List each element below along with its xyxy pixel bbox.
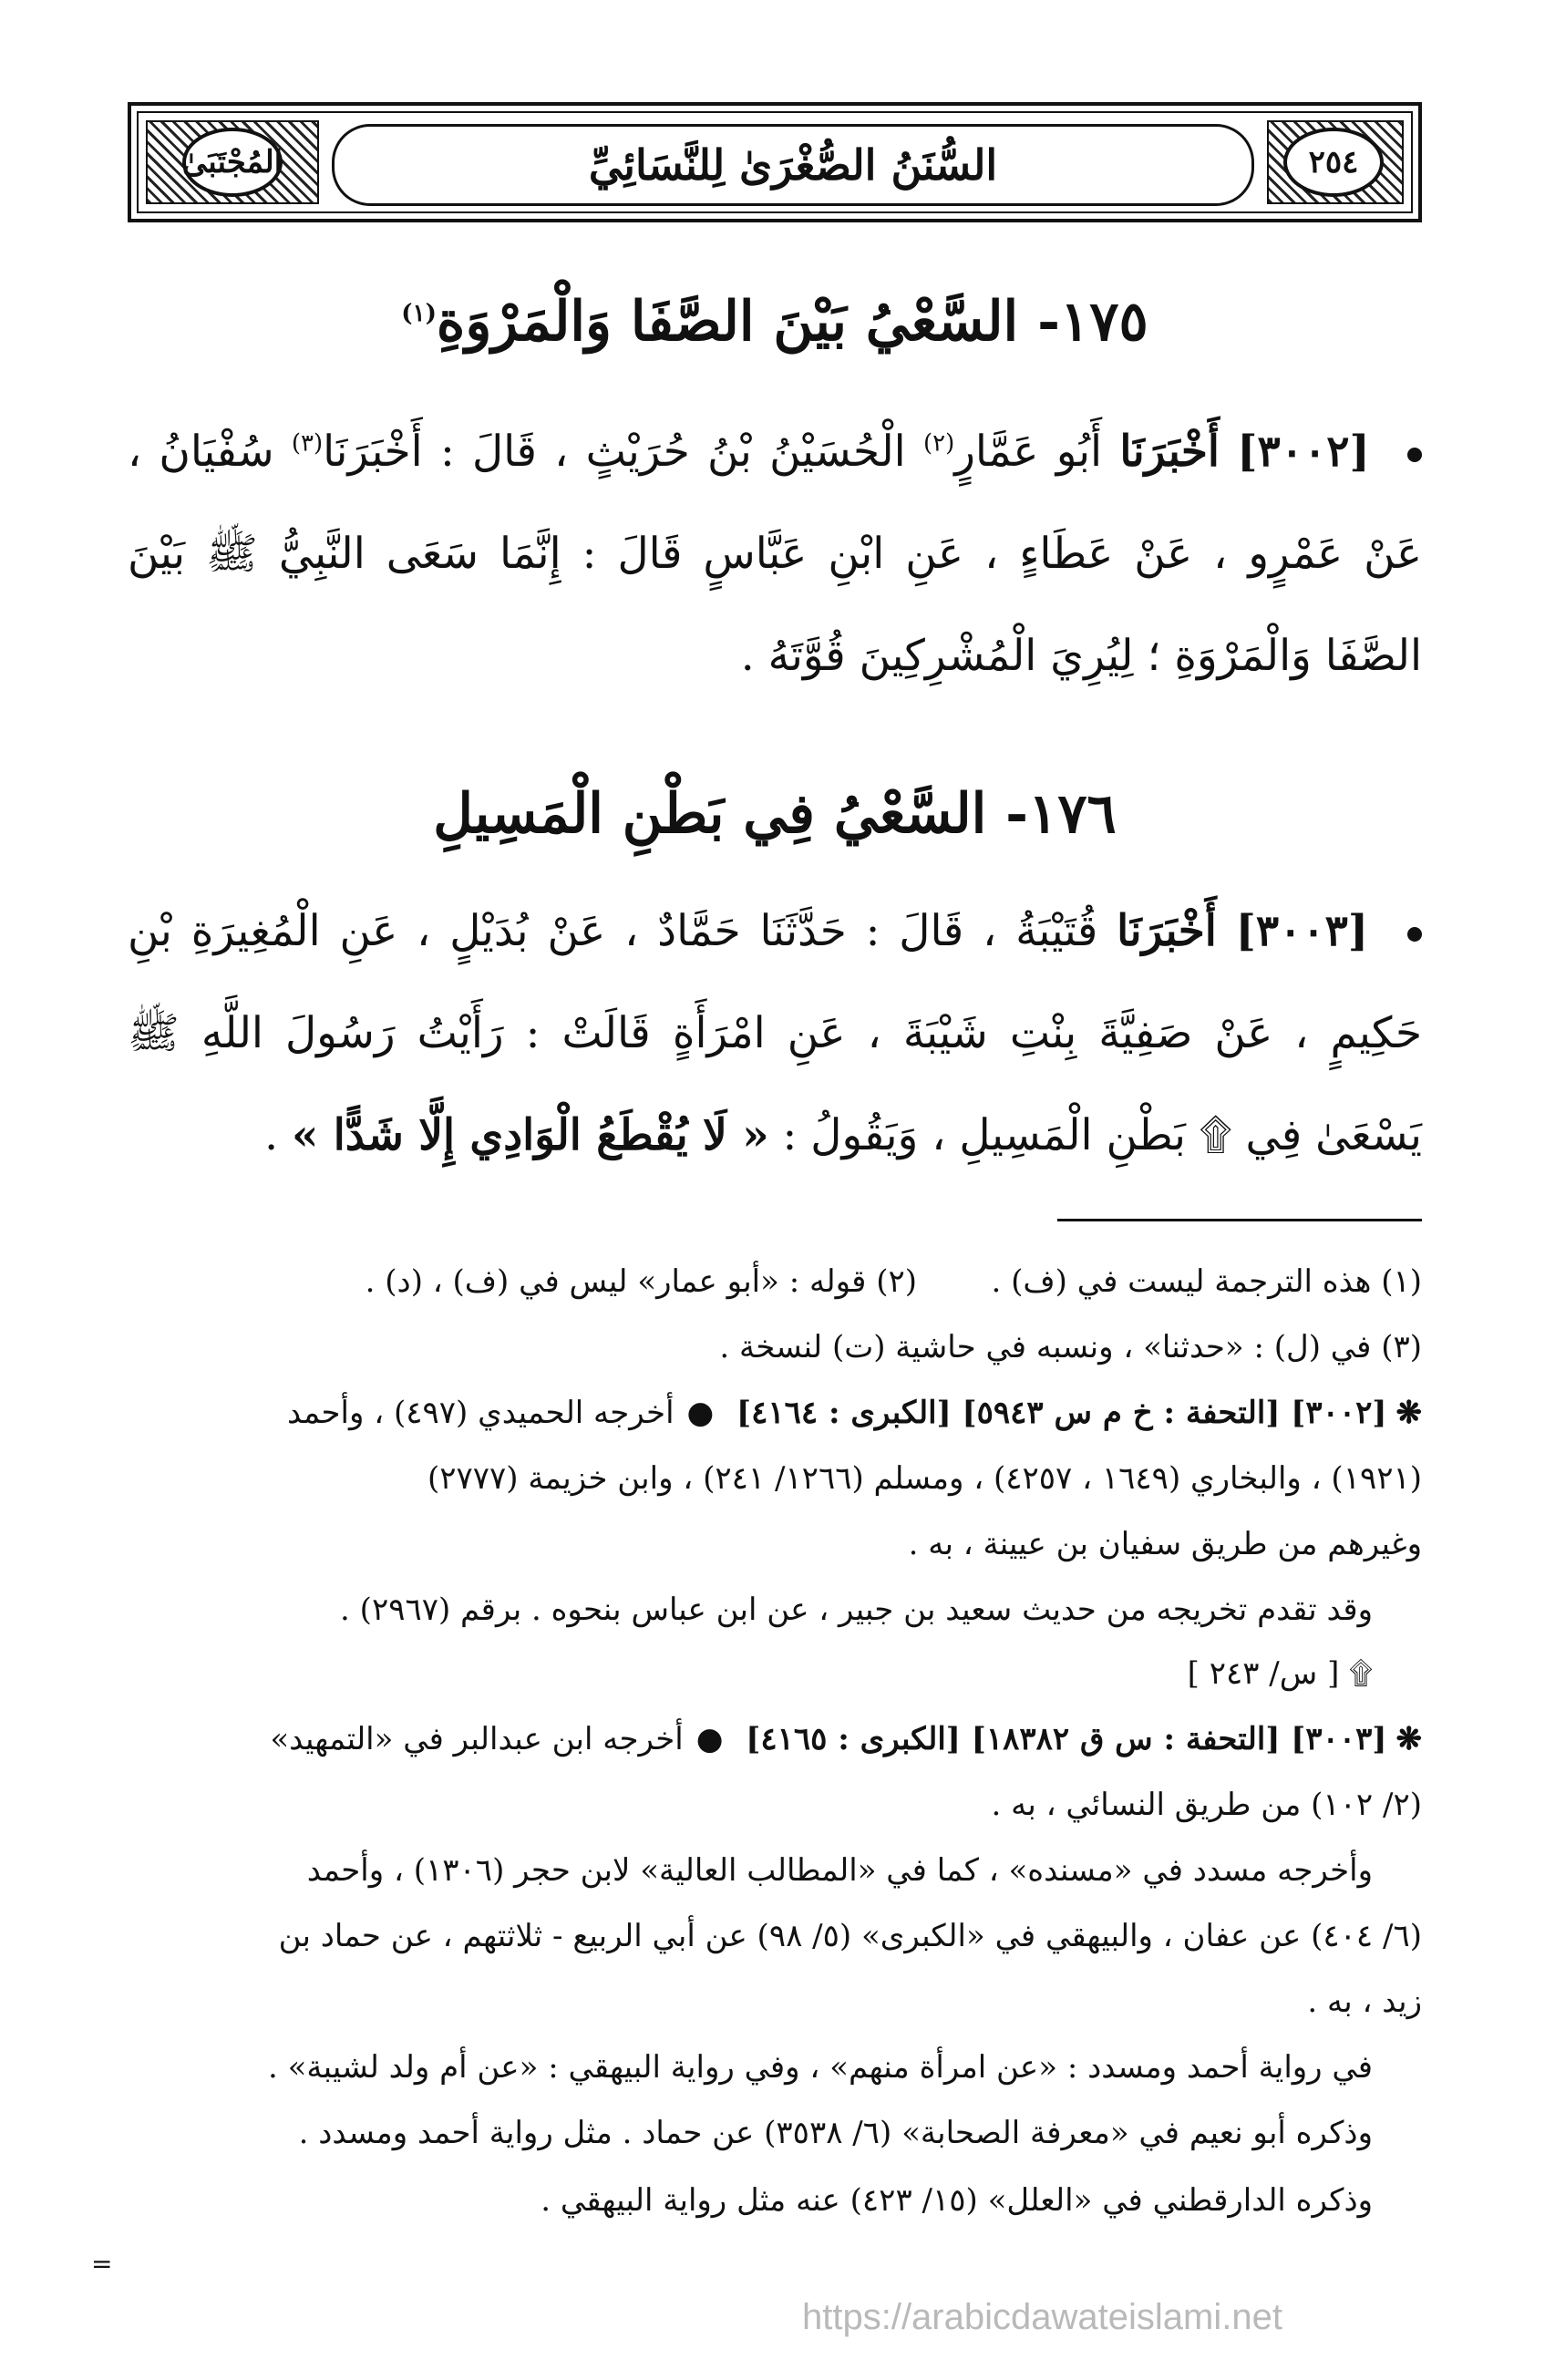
hadith-text-part: سُفْيَانُ ، عَنْ عَمْرٍو ، عَنْ عَطَاءٍ ، عَنِ ابْنِ عَبَّاسٍ قَالَ : إِنَّمَا سَعَى النَّبِيُّ ﷺ بَيْنَ الصَّفَا وَالْمَرْوَةِ ؛ لِيُرِيَ الْمُشْرِكِينَ قُوَّتَهُ . bbox=[128, 427, 1422, 681]
book-title: السُّنَنُ الصُّغْرَىٰ لِلنَّسَائِيِّ bbox=[332, 124, 1254, 206]
hadith-bullet-icon bbox=[1407, 448, 1422, 462]
takhrij-3003-head bbox=[128, 1715, 1422, 1763]
page-header bbox=[128, 102, 1422, 222]
prophetic-quote: « لَا يُقْطَعُ الْوَادِي إِلَّا شَدًّا » bbox=[292, 1110, 769, 1160]
hadith-text-part: قُتَيْبَةُ ، قَالَ : حَدَّثَنَا حَمَّادٌ ، عَنْ بُدَيْلٍ ، عَنِ الْمُغِيرَةِ بْنِ حَكِيمٍ ، عَنْ صَفِيَّةَ بِنْتِ شَيْبَةَ ، عَنِ امْرَأَةٍ قَالَتْ : رَأَيْتُ رَسُولَ اللَّهِ ﷺ يَسْعَىٰ فِي ۩ بَطْنِ الْمَسِيلِ ، وَيَقُولُ : bbox=[128, 906, 1422, 1160]
takhrij-reference: [٣٠٠٢] [التحفة : خ م س ٥٩٤٣] [الكبرى : ٤١٦٤] bbox=[736, 1395, 1387, 1431]
hadith-3003 bbox=[128, 881, 1422, 1187]
takhrij-line: وغيرهم من طريق سفيان بن عيينة ، به . bbox=[908, 1526, 1422, 1562]
akhbarana-word: أَخْبَرَنَا bbox=[1119, 427, 1220, 477]
footnote-divider bbox=[1057, 1219, 1422, 1221]
section-heading-text: ١٧٥- السَّعْيُ بَيْنَ الصَّفَا وَالْمَرْوَةِ bbox=[436, 290, 1148, 354]
bullet-icon: ● bbox=[695, 1721, 724, 1757]
takhrij-3002-head bbox=[128, 1389, 1422, 1437]
hadith-text-part: الْحُسَيْنُ بْنُ حُرَيْثٍ ، قَالَ : أَخْبَرَنَا bbox=[323, 427, 906, 477]
margin-mark: = bbox=[91, 2249, 113, 2279]
takhrij-line: في رواية أحمد ومسدد : «عن امرأة منهم» ، وفي رواية البيهقي : «عن أم ولد لشيبة» . bbox=[268, 2049, 1373, 2086]
akhbarana-word: أَخْبَرَنَا bbox=[1117, 906, 1217, 956]
hadith-3002 bbox=[128, 401, 1422, 707]
footnote-2: (٢) قوله : «أبو عمار» ليس في (ف) ، (د) . bbox=[365, 1263, 917, 1300]
section-heading-text: ١٧٦- السَّعْيُ فِي بَطْنِ الْمَسِيلِ bbox=[433, 782, 1117, 846]
takhrij-line: وذكره أبو نعيم في «معرفة الصحابة» (٦/ ٣٥٣٨) عن حماد . مثل رواية أحمد ومسدد . bbox=[298, 2115, 1373, 2151]
takhrij-line: أخرجه ابن عبدالبر في «التمهيد» bbox=[270, 1721, 684, 1757]
footnote-1: (١) هذه الترجمة ليست في (ف) . bbox=[991, 1263, 1422, 1300]
takhrij-line: ۩ [ س/ ٢٤٣ ] bbox=[1187, 1655, 1373, 1692]
takhrij-reference: [٣٠٠٣] [التحفة : س ق ١٨٣٨٢] [الكبرى : ٤١٦٥] bbox=[746, 1721, 1387, 1757]
takhrij-line: زيد ، به . bbox=[1307, 1983, 1422, 2020]
section-heading-176 bbox=[128, 782, 1422, 846]
footnote-ref-2: (٢) bbox=[922, 429, 955, 458]
takhrij-line: (٦/ ٤٠٤) عن عفان ، والبيهقي في «الكبرى» (٥/ ٩٨) عن أبي الربيع - ثلاثتهم ، عن حماد بن bbox=[278, 1918, 1422, 1954]
hadith-number: [٣٠٠٢] bbox=[1237, 427, 1370, 477]
star-icon: ❋ bbox=[1395, 1395, 1422, 1431]
page-number: ٢٥٤ bbox=[1283, 128, 1384, 197]
footnote-3: (٣) في (ل) : «حدثنا» ، ونسبه في حاشية (ت) لنسخة . bbox=[719, 1329, 1422, 1365]
footnote-ref-1: (١) bbox=[401, 300, 437, 327]
hadith-bullet-icon bbox=[1407, 927, 1422, 942]
takhrij-line: وأخرجه مسدد في «مسنده» ، كما في «المطالب العالية» لابن حجر (١٣٠٦) ، وأحمد bbox=[306, 1852, 1373, 1889]
takhrij-line: وذكره الدارقطني في «العلل» (١٥/ ٤٢٣) عنه مثل رواية البيهقي . bbox=[541, 2182, 1373, 2219]
side-title-medallion: المُجْتَبَىٰ bbox=[182, 128, 283, 197]
hadith-text-part: أَبُو عَمَّارٍ bbox=[954, 427, 1103, 477]
takhrij-line: (١٩٢١) ، والبخاري (١٦٤٩ ، ٤٢٥٧) ، ومسلم (١٢٦٦/ ٢٤١) ، وابن خزيمة (٢٧٧٧) bbox=[427, 1460, 1422, 1497]
hadith-number: [٣٠٠٣] bbox=[1235, 906, 1369, 956]
footnote-ref-3: (٣) bbox=[291, 429, 324, 458]
section-heading-175 bbox=[128, 290, 1422, 354]
bullet-icon: ● bbox=[686, 1395, 715, 1431]
takhrij-line: (٢/ ١٠٢) من طريق النسائي ، به . bbox=[991, 1787, 1422, 1823]
watermark-url: https://arabicdawateislami.net bbox=[802, 2297, 1282, 2337]
hadith-text-end: . bbox=[264, 1110, 279, 1160]
takhrij-line: وقد تقدم تخريجه من حديث سعيد بن جبير ، عن ابن عباس بنحوه . برقم (٢٩٦٧) . bbox=[340, 1592, 1373, 1628]
takhrij-line: أخرجه الحميدي (٤٩٧) ، وأحمد bbox=[287, 1395, 675, 1431]
star-icon: ❋ bbox=[1395, 1721, 1422, 1757]
